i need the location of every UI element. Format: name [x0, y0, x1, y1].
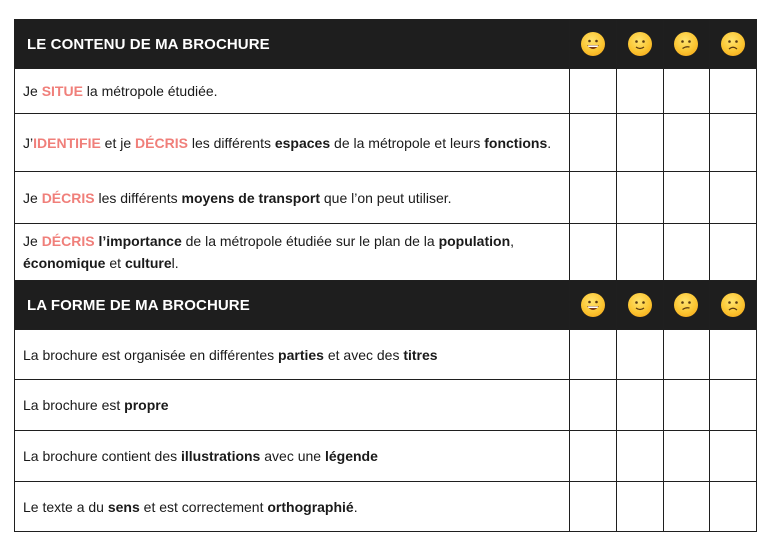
rating-cell-slightly-smiling[interactable] — [616, 69, 663, 114]
confused-face-column-header — [663, 20, 710, 69]
criteria-row — [15, 380, 757, 431]
criteria-row — [15, 330, 757, 380]
rating-cell-grinning[interactable] — [570, 114, 617, 172]
rating-cell-slightly-smiling[interactable] — [616, 114, 663, 172]
grinning-face-icon — [581, 293, 605, 317]
criteria-text: La brochure contient des illustrations avec une légende — [15, 431, 570, 482]
criteria-text: Je DÉCRIS l’importance de la métropole étudiée sur le plan de la population, économique et culturel. — [15, 224, 570, 281]
rating-cell-confused[interactable] — [663, 114, 710, 172]
slightly-smiling-face-column-header — [616, 20, 663, 69]
criteria-text: Je SITUE la métropole étudiée. — [15, 69, 570, 114]
criteria-row — [15, 172, 757, 224]
criteria-text: J’IDENTIFIE et je DÉCRIS les différents espaces de la métropole et leurs fonctions. — [15, 114, 570, 172]
rating-cell-confused[interactable] — [663, 380, 710, 431]
rating-cell-slightly-smiling[interactable] — [616, 224, 663, 281]
rating-cell-confused[interactable] — [663, 224, 710, 281]
criteria-row — [15, 114, 757, 172]
confused-face-column-header — [663, 281, 710, 330]
frowning-face-column-header — [710, 281, 757, 330]
rating-cell-frowning[interactable] — [710, 224, 757, 281]
rating-cell-grinning[interactable] — [570, 172, 617, 224]
criteria-text: Le texte a du sens et est correctement orthographié. — [15, 482, 570, 532]
rating-cell-slightly-smiling[interactable] — [616, 172, 663, 224]
slightly-smiling-face-icon — [628, 32, 652, 56]
rating-cell-grinning[interactable] — [570, 224, 617, 281]
slightly-smiling-face-icon — [628, 293, 652, 317]
criteria-text: La brochure est organisée en différentes parties et avec des titres — [15, 330, 570, 380]
rating-cell-frowning[interactable] — [710, 482, 757, 532]
rating-cell-confused[interactable] — [663, 482, 710, 532]
rating-cell-confused[interactable] — [663, 69, 710, 114]
rating-cell-grinning[interactable] — [570, 330, 617, 380]
frowning-face-icon — [721, 293, 745, 317]
rating-cell-frowning[interactable] — [710, 69, 757, 114]
rating-cell-confused[interactable] — [663, 330, 710, 380]
rating-cell-slightly-smiling[interactable] — [616, 380, 663, 431]
rating-cell-frowning[interactable] — [710, 114, 757, 172]
confused-face-icon — [674, 293, 698, 317]
self-assessment-table — [14, 19, 757, 532]
criteria-text: Je DÉCRIS les différents moyens de transport que l’on peut utiliser. — [15, 172, 570, 224]
section-title: LA FORME DE MA BROCHURE — [15, 281, 570, 330]
rating-cell-frowning[interactable] — [710, 380, 757, 431]
criteria-row — [15, 224, 757, 281]
frowning-face-column-header — [710, 20, 757, 69]
section-header — [15, 281, 757, 330]
criteria-row — [15, 69, 757, 114]
confused-face-icon — [674, 32, 698, 56]
grinning-face-column-header — [570, 281, 617, 330]
rating-cell-frowning[interactable] — [710, 172, 757, 224]
criteria-row — [15, 431, 757, 482]
rating-cell-slightly-smiling[interactable] — [616, 482, 663, 532]
criteria-text: La brochure est propre — [15, 380, 570, 431]
rating-cell-grinning[interactable] — [570, 482, 617, 532]
criteria-row — [15, 482, 757, 532]
grinning-face-icon — [581, 32, 605, 56]
grinning-face-column-header — [570, 20, 617, 69]
section-header — [15, 20, 757, 69]
rating-cell-grinning[interactable] — [570, 380, 617, 431]
rating-cell-frowning[interactable] — [710, 431, 757, 482]
rating-cell-confused[interactable] — [663, 431, 710, 482]
slightly-smiling-face-column-header — [616, 281, 663, 330]
rating-cell-grinning[interactable] — [570, 431, 617, 482]
rating-cell-slightly-smiling[interactable] — [616, 330, 663, 380]
frowning-face-icon — [721, 32, 745, 56]
rating-cell-slightly-smiling[interactable] — [616, 431, 663, 482]
rating-cell-frowning[interactable] — [710, 330, 757, 380]
rating-cell-confused[interactable] — [663, 172, 710, 224]
section-title: LE CONTENU DE MA BROCHURE — [15, 20, 570, 69]
rating-cell-grinning[interactable] — [570, 69, 617, 114]
